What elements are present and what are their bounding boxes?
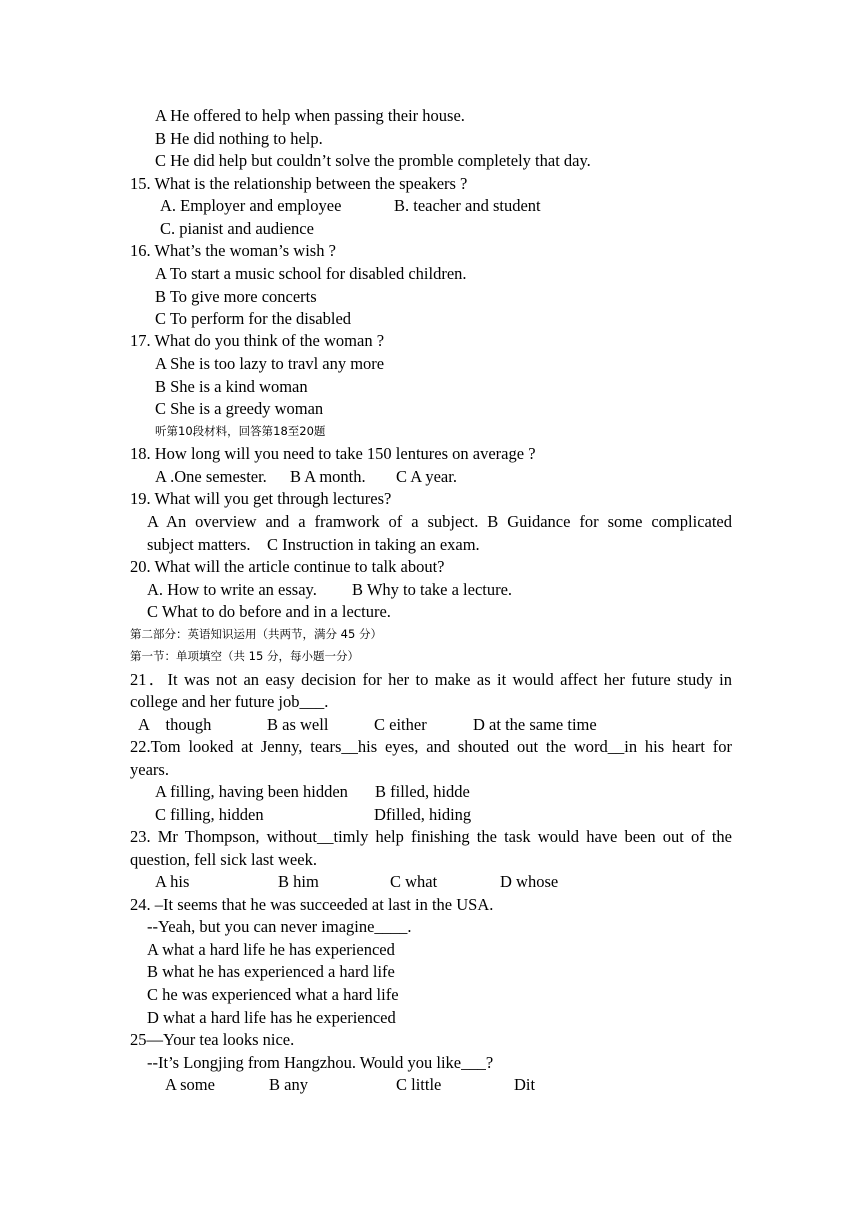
q22-stem-line2: years. (130, 760, 169, 779)
q22-option-d: Dfilled, hiding (374, 805, 472, 824)
q21-stem-line2: college and her future job___. (130, 692, 329, 711)
q23-option-a: A his (155, 872, 190, 891)
q21-option-b: B as well (267, 715, 329, 734)
q22-option-a: A filling, having been hidden (155, 782, 348, 801)
q25-stem-line2: --It’s Longjing from Hangzhou. Would you like___? (147, 1053, 494, 1072)
q14-option-c: C He did help but couldn’t solve the promble completely that day. (155, 151, 591, 170)
q24-stem-line1: 24. –It seems that he was succeeded at last in the USA. (130, 895, 494, 914)
q16-option-a: A To start a music school for disabled children. (155, 264, 467, 283)
q18-option-c: C A year. (396, 467, 457, 486)
q20-option-b: B Why to take a lecture. (352, 580, 513, 599)
q17-option-a: A She is too lazy to travl any more (155, 354, 385, 373)
q14-option-a: A He offered to help when passing their house. (155, 106, 465, 125)
q15-option-a: A. Employer and employee (160, 196, 342, 215)
q24-option-a: A what a hard life he has experienced (147, 940, 395, 959)
q22-stem-line1: 22.Tom looked at Jenny, tears__his eyes, and shouted out the word__in his heart for (130, 737, 732, 756)
q24-option-d: D what a hard life has he experienced (147, 1008, 396, 1027)
q23-option-b: B him (278, 872, 319, 891)
q19-options-line2: subject matters. C Instruction in taking an exam. (147, 535, 480, 554)
q16-option-b: B To give more concerts (155, 287, 317, 306)
q23-stem-line2: question, fell sick last week. (130, 850, 317, 869)
q15-option-b: B. teacher and student (394, 196, 541, 215)
q19-options-line1: A An overview and a framwork of a subject. B Guidance for some complicated (147, 512, 732, 531)
q18-stem: 18. How long will you need to take 150 lentures on average ? (130, 444, 536, 463)
q16-stem: 16. What’s the woman’s wish ? (130, 241, 336, 260)
q25-option-c: C little (396, 1075, 442, 1094)
q20-option-c: C What to do before and in a lecture. (147, 602, 391, 621)
q25-option-d: Dit (514, 1075, 536, 1094)
q21-option-c: C either (374, 715, 427, 734)
q20-stem: 20. What will the article continue to talk about? (130, 557, 445, 576)
q22-option-c: C filling, hidden (155, 805, 264, 824)
q17-stem: 17. What do you think of the woman ? (130, 331, 385, 350)
q23-stem-line1: 23. Mr Thompson, without__timly help finishing the task would have been out of the (130, 827, 732, 846)
q24-stem-line2: --Yeah, but you can never imagine____. (147, 917, 412, 936)
q21-option-d: D at the same time (473, 715, 597, 734)
q19-stem: 19. What will you get through lectures? (130, 489, 392, 508)
section1-title: 第一节：单项填空（共 15 分，每小题一分） (130, 649, 359, 663)
q16-option-c: C To perform for the disabled (155, 309, 352, 328)
section-note-10: 听第10段材料，回答第18至20题 (155, 424, 326, 438)
q25-option-b: B any (269, 1075, 308, 1094)
q24-option-b: B what he has experienced a hard life (147, 962, 395, 981)
q17-option-c: C She is a greedy woman (155, 399, 324, 418)
q15-stem: 15. What is the relationship between the speakers ? (130, 174, 468, 193)
q25-stem-line1: 25—Your tea looks nice. (130, 1030, 295, 1049)
part2-title: 第二部分：英语知识运用（共两节，满分 45 分） (130, 627, 382, 641)
q22-option-b: B filled, hidde (375, 782, 470, 801)
q20-option-a: A. How to write an essay. (147, 580, 317, 599)
q14-option-b: B He did nothing to help. (155, 129, 323, 148)
q23-option-d: D whose (500, 872, 559, 891)
q25-option-a: A some (165, 1075, 215, 1094)
q21-option-a: A though (138, 715, 212, 734)
q15-option-c: C. pianist and audience (160, 219, 314, 238)
q18-option-b: B A month. (290, 467, 366, 486)
q17-option-b: B She is a kind woman (155, 377, 308, 396)
q21-stem-line1: 21．It was not an easy decision for her to make as it would affect her future study in (130, 670, 732, 689)
q24-option-c: C he was experienced what a hard life (147, 985, 399, 1004)
q23-option-c: C what (390, 872, 438, 891)
q18-option-a: A .One semester. (155, 467, 267, 486)
